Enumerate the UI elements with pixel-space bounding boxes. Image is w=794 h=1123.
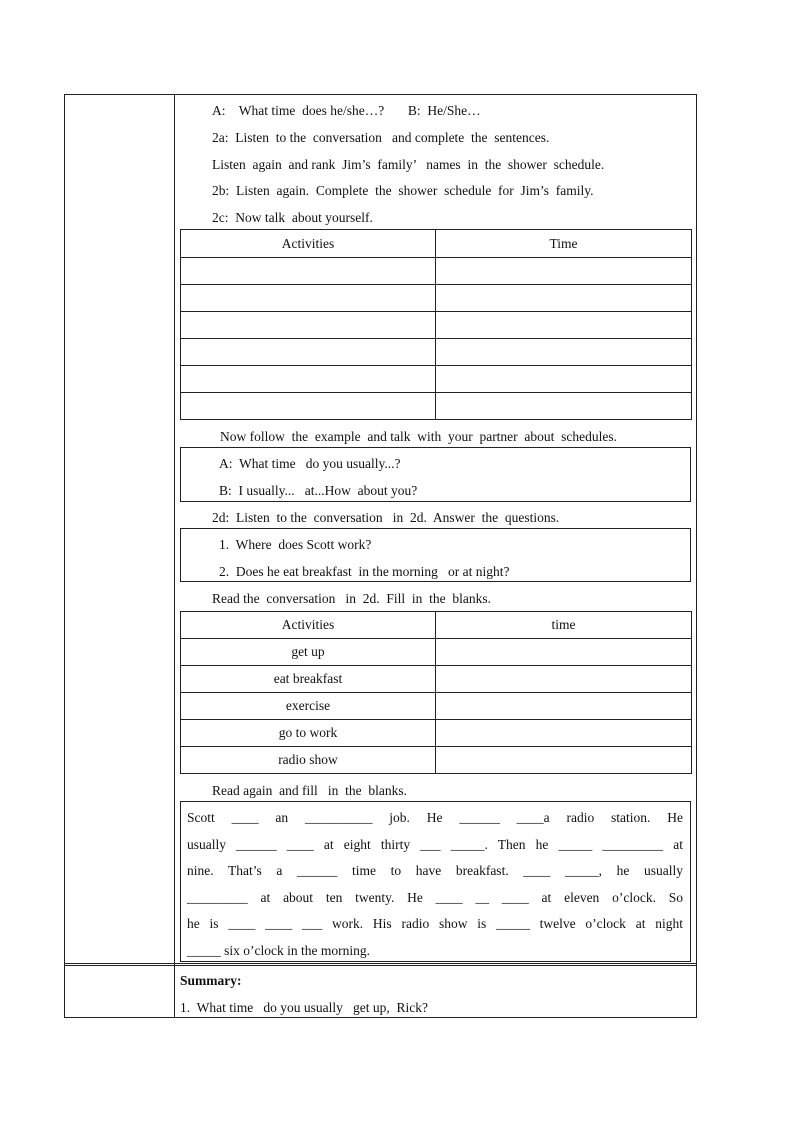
passage-line: Scott ____ an __________ job. He ______ ____a radio station. He	[187, 810, 683, 825]
table2-activity: exercise	[181, 693, 436, 720]
table1-cell[interactable]	[436, 312, 692, 339]
column-divider	[174, 94, 175, 1018]
table2-header-activities: Activities	[181, 612, 436, 639]
table1-cell[interactable]	[181, 285, 436, 312]
table1-header-time: Time	[436, 230, 692, 258]
line-2d: 2d: Listen to the conversation in 2d. Answer the questions.	[212, 510, 560, 525]
table2-time-cell[interactable]	[436, 666, 692, 693]
table2-time-cell[interactable]	[436, 747, 692, 774]
scott-schedule-table	[180, 611, 692, 774]
table1-cell[interactable]	[436, 285, 692, 312]
dialog-line-b: B: I usually... at...How about you?	[219, 483, 418, 498]
table2-activity: radio show	[181, 747, 436, 774]
table2-time-cell[interactable]	[436, 693, 692, 720]
line-read-conversation: Read the conversation in 2d. Fill in the blanks.	[212, 591, 491, 606]
table2-time-cell[interactable]	[436, 639, 692, 666]
question-2: 2. Does he eat breakfast in the morning or at night?	[219, 564, 510, 579]
table1-cell[interactable]	[436, 393, 692, 420]
table1-header-activities: Activities	[181, 230, 436, 258]
table1-cell[interactable]	[181, 393, 436, 420]
table2-time-cell[interactable]	[436, 720, 692, 747]
passage-line: usually ______ ____ at eight thirty ___ _____. Then he _____ _________ at	[187, 836, 683, 852]
summary-item-1: 1. What time do you usually get up, Rick?	[180, 1000, 428, 1015]
passage-line: _____ six o’clock in the morning.	[187, 942, 370, 958]
passage-line: he is ____ ____ ___ work. His radio show is _____ twelve o’clock at night	[187, 916, 683, 932]
activities-time-table	[180, 229, 692, 420]
line-2c: 2c: Now talk about yourself.	[212, 210, 373, 225]
table1-cell[interactable]	[436, 339, 692, 366]
line-2b: 2b: Listen again. Complete the shower schedule for Jim’s family.	[212, 183, 594, 198]
table1-cell[interactable]	[436, 258, 692, 285]
table1-cell[interactable]	[181, 366, 436, 393]
line-what-time: A: What time does he/she…? B: He/She…	[212, 103, 481, 118]
dialog-line-a: A: What time do you usually...?	[219, 456, 401, 471]
summary-title: Summary:	[180, 973, 242, 988]
table1-cell[interactable]	[181, 312, 436, 339]
table1-cell[interactable]	[181, 258, 436, 285]
table2-header-time: time	[436, 612, 692, 639]
row-divider-double	[64, 965, 697, 966]
line-listen-again: Listen again and rank Jim’s family’ names in the shower schedule.	[212, 157, 605, 172]
passage-line: _________ at about ten twenty. He ____ __ ____ at eleven o’clock. So	[187, 889, 683, 905]
passage-line: nine. That’s a ______ time to have breakfast. ____ _____, he usually	[187, 863, 683, 879]
question-1: 1. Where does Scott work?	[219, 537, 372, 552]
table2-activity: go to work	[181, 720, 436, 747]
line-2a: 2a: Listen to the conversation and complete the sentences.	[212, 130, 550, 145]
table1-cell[interactable]	[436, 366, 692, 393]
line-follow-example: Now follow the example and talk with your partner about schedules.	[220, 429, 618, 444]
passage-text	[187, 805, 683, 965]
table1-cell[interactable]	[181, 339, 436, 366]
table2-activity: get up	[181, 639, 436, 666]
table2-activity: eat breakfast	[181, 666, 436, 693]
line-read-again: Read again and fill in the blanks.	[212, 783, 407, 798]
